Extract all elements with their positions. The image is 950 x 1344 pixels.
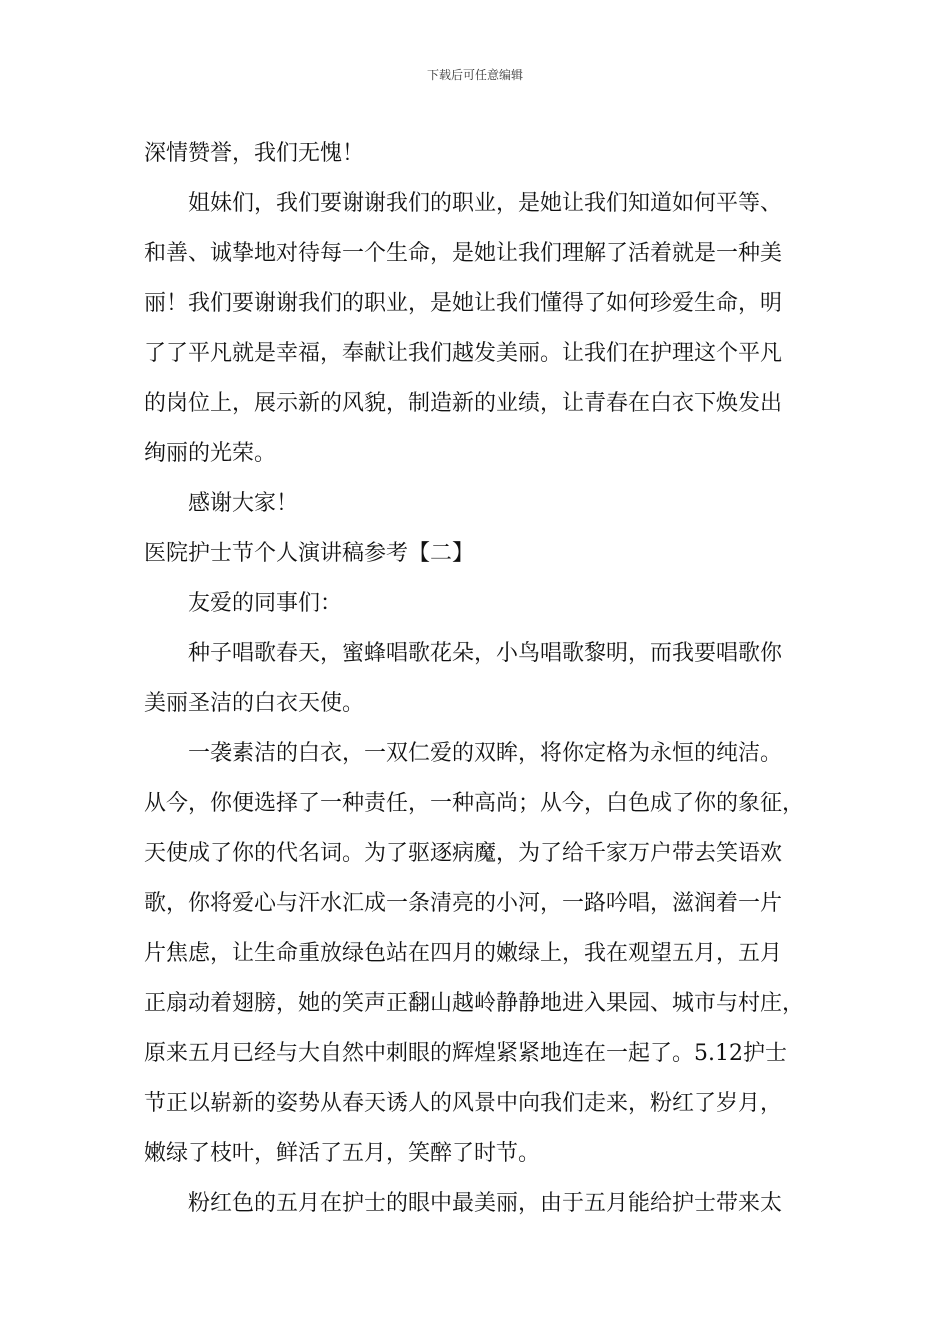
text-line: 原来五月已经与大自然中刺眼的辉煌紧紧地连在一起了。5.12护士 [144, 1041, 787, 1066]
text-line: 种子唱歌春天，蜜蜂唱歌花朵，小鸟唱歌黎明，而我要唱歌你 [188, 641, 783, 666]
text-line: 了了平凡就是幸福，奉献让我们越发美丽。让我们在护理这个平凡 [144, 341, 783, 366]
text-line: 节正以崭新的姿势从春天诱人的风景中向我们走来，粉红了岁月， [144, 1091, 783, 1116]
text-line: 绚丽的光荣。 [144, 441, 277, 466]
text-line: 歌，你将爱心与汗水汇成一条清亮的小河，一路吟唱，滋润着一片 [144, 891, 783, 916]
text-line: 美丽圣洁的白衣天使。 [144, 691, 365, 716]
page-header: 下载后可任意编辑 [426, 68, 523, 82]
text-line: 天使成了你的代名词。为了驱逐病魔，为了给千家万户带去笑语欢 [144, 841, 783, 866]
text-line: 深情赞誉，我们无愧！ [144, 141, 365, 166]
text-line: 友爱的同事们： [188, 591, 343, 616]
text-line: 一袭素洁的白衣，一双仁爱的双眸，将你定格为永恒的纯洁。 [188, 741, 783, 766]
text-line: 粉红色的五月在护士的眼中最美丽，由于五月能给护士带来太 [188, 1191, 783, 1216]
text-line: 姐妹们，我们要谢谢我们的职业，是她让我们知道如何平等、 [188, 191, 783, 216]
text-line: 和善、诚挚地对待每一个生命，是她让我们理解了活着就是一种美 [144, 241, 783, 266]
text-line: 片焦虑，让生命重放绿色站在四月的嫩绿上，我在观望五月，五月 [144, 941, 783, 966]
text-line: 嫩绿了枝叶，鲜活了五月，笑醉了时节。 [144, 1141, 541, 1166]
text-line: 正扇动着翅膀，她的笑声正翻山越岭静静地进入果园、城市与村庄， [144, 991, 805, 1016]
document-body [144, 129, 804, 1229]
text-line: 从今，你便选择了一种责任，一种高尚；从今，白色成了你的象征， [144, 791, 805, 816]
text-line: 感谢大家！ [188, 491, 299, 516]
text-line: 的岗位上，展示新的风貌，制造新的业绩，让青春在白衣下焕发出 [144, 391, 783, 416]
text-line: 丽！我们要谢谢我们的职业，是她让我们懂得了如何珍爱生命，明 [144, 291, 783, 316]
section-heading: 医院护士节个人演讲稿参考【二】 [144, 541, 475, 566]
